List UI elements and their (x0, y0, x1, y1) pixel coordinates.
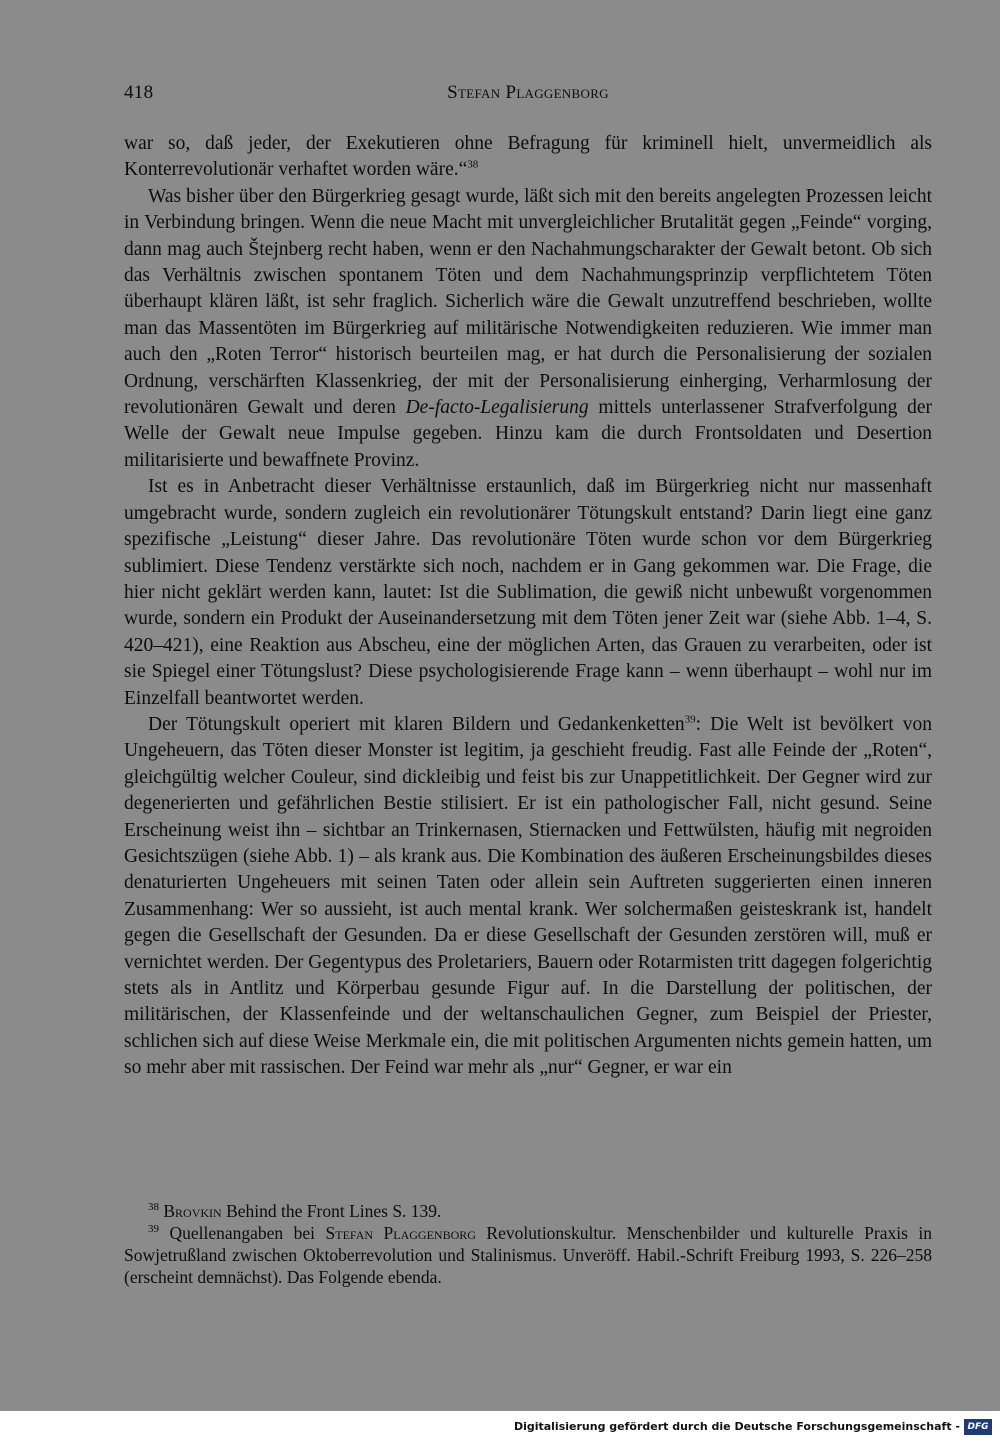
footnotes (124, 1200, 932, 1288)
page-number: 418 (124, 82, 154, 103)
digitization-footer (0, 1411, 1000, 1445)
running-head: Stefan Plaggenborg (447, 82, 609, 103)
paragraph-4 (124, 712, 932, 1082)
footnote-ref-38: 38 (467, 158, 479, 171)
footnote-38-text: Behind the Front Lines S. 139. (221, 1201, 442, 1221)
paragraph-3 (124, 474, 932, 712)
footnote-39-author: Stefan Plaggenborg (325, 1223, 476, 1243)
dfg-logo: DFG (964, 1419, 992, 1435)
paragraph-2-tail: mittels unterlassener Strafverfolgung der Welle der Gewalt neue Impulse gegeben. Hinzu kam die durch Frontsoldaten und Desertion militarisierte und bewaffnete Provinz. (124, 397, 932, 471)
footnote-38-number: 38 (148, 1201, 159, 1214)
footnote-38-author: Brovkin (163, 1201, 222, 1221)
paragraph-2-text: Was bisher über den Bürgerkrieg gesagt wurde, läßt sich mit den bereits angelegten Prozessen leicht in Verbindung bringen. Wenn die neue Macht mit unvergleichlicher Brutalität gegen „Feinde“ vorging, dann mag auch Štejnberg recht haben, wenn er den Nachahmungscharakter der Gewalt betont. Ob sich das Verhältnis zwischen spontanem Töten und dem Nachahmungsprinzip verpflichtetem Töten überhaupt klären läßt, ist sehr fraglich. Sicherlich wäre die Gewalt unzutreffend beschrieben, wollte man das Massentöten im Bürgerkrieg auf militärische Notwendigkeiten reduzieren. Wie immer man auch den „Roten Terror“ historisch beurteilen mag, er hat durch die Personalisierung der sozialen Ordnung, verschärften Klassenkrieg, der mit der Personalisierung einherging, Verharmlosung der revolutionären Gewalt und deren (124, 185, 932, 419)
paragraph-4-tail: : Die Welt ist bevölkert von Ungeheuern, das Töten dieser Monster ist legitim, ja geschieht freudig. Fast alle Feinde der „Roten“, gleichgültig welcher Couleur, sind dickleibig und feist bis zur Unappetitlichkeit. Der Gegner wird zur degenerierten und gefährlichen Bestie stilisiert. Er ist ein pathologischer Fall, nicht gesund. Seine Erscheinung weist ihn – sichtbar an Trinkernasen, Stiernacken und Fettwülsten, häufig mit negroiden Gesichtszügen (siehe Abb. 1) – als krank aus. Die Kombination des äußeren Erscheinungsbildes dieses denaturierten Ungeheuers mit seinen Taten oder allein sein Auftreten suggerierten einen inneren Zusammenhang: Wer so aussieht, ist auch mental krank. Wer solchermaßen geisteskrank ist, handelt gegen die Gesellschaft der Gesunden. Da er diese Gesellschaft der Gesunden zerstören will, muß er vernichtet werden. Der Gegentypus des Proletariers, Bauern oder Rotarmisten tritt dagegen folgerichtig stets als in Antlitz und Körperbau gesunde Figur auf. In die Darstellung der politischen, der militärischen, der Klassenfeinde und der weltanschaulichen Gegner, zum Beispiel der Priester, schlichen sich auf diese Weise Merkmale ein, die mit politischen Argumenten nichts gemein hatten, um so mehr aber mit rassischen. Der Feind war mehr als „nur“ Gegner, er war ein (124, 713, 932, 1079)
paragraph-4-text: Der Tötungskult operiert mit klaren Bildern und Gedankenketten (148, 713, 685, 735)
page-header (124, 82, 932, 112)
body-text (124, 131, 932, 1082)
funding-notice: Digitalisierung gefördert durch die Deutsche Forschungsgemeinschaft - (513, 1420, 960, 1433)
paragraph-1-text: war so, daß jeder, der Exekutieren ohne Befragung für kriminell hielt, unvermeidlich als Konterrevolutionär verhaftet worden wäre.“ (124, 133, 932, 181)
paragraph-2 (124, 184, 932, 474)
paragraph-3-text: Ist es in Anbetracht dieser Verhältnisse erstaunlich, daß im Bürgerkrieg nicht nur massenhaft umgebracht wurde, sondern zugleich ein revolutionärer Tötungskult entstand? Darin liegt eine ganz spezifische „Leistung“ dieser Jahre. Das revolutionäre Töten wurde schon vor dem Bürgerkrieg sublimiert. Diese Tendenz verstärkte sich noch, nachdem er in Gang gekommen war. Die Frage, die hier nicht geklärt werden kann, lautet: Ist die Sublimation, die gewiß nicht unbewußt vorgenommen wurde, sondern ein Produkt der Auseinandersetzung mit dem Töten jener Zeit war (siehe Abb. 1–4, S. 420–421), eine Reaktion aus Abscheu, eine der möglichen Arten, das Grauen zu verarbeiten, oder ist sie Spiegel einer Tötungslust? Diese psychologisierende Frage kann – wenn überhaupt – wohl nur im Einzelfall beantwortet werden. (124, 476, 932, 709)
footnote-39-number: 39 (148, 1223, 159, 1236)
paragraph-2-italic: De-facto-Legalisierung (405, 397, 589, 419)
footnote-38 (124, 1200, 932, 1222)
footnote-39-lead: Quellenangaben bei (159, 1223, 326, 1243)
footnote-ref-39: 39 (684, 713, 696, 726)
paragraph-1 (124, 131, 932, 184)
footnote-39 (124, 1222, 932, 1288)
footnote-39-text: Revolutionskultur. Menschenbilder und kulturelle Praxis in Sowjetrußland zwischen Oktoberrevolution und Stalinismus. Unveröff. Habil.-Schrift Freiburg 1993, S. 226–258 (erscheint demnächst). Das Folgende ebenda. (124, 1223, 933, 1287)
